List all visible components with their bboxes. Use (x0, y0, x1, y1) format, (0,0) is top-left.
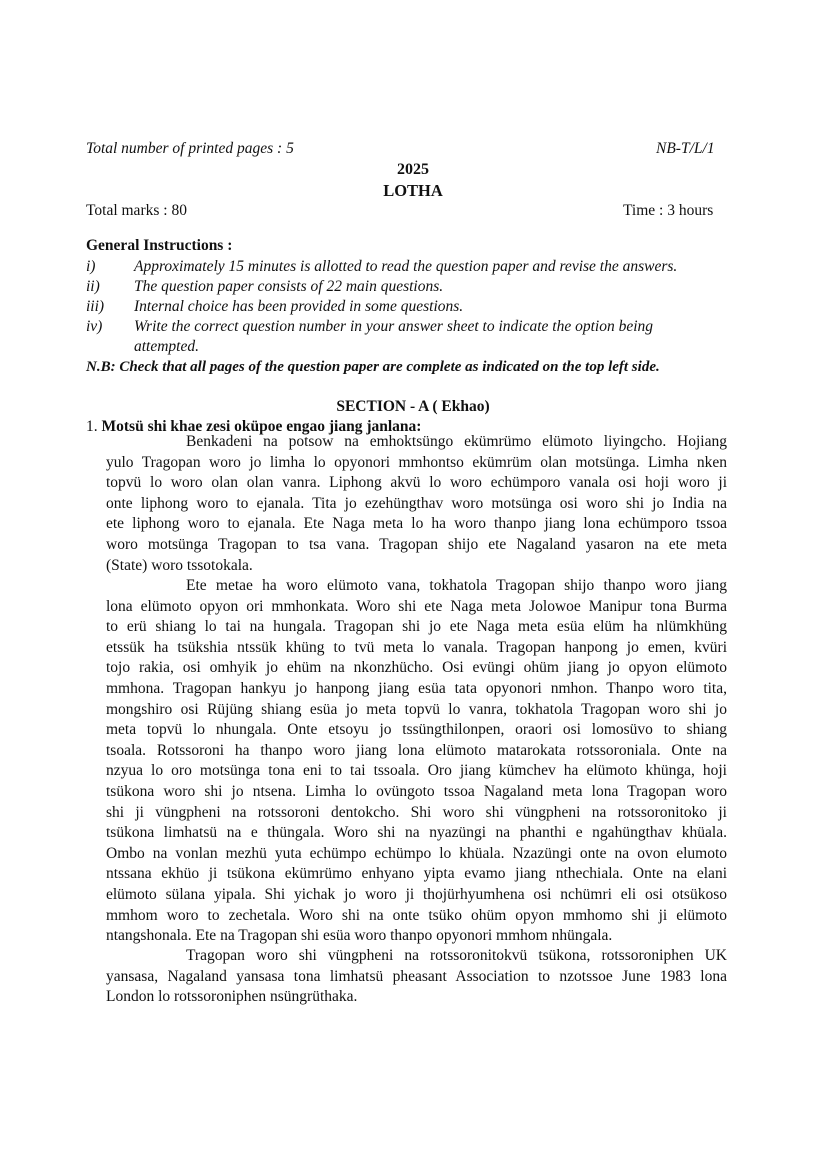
instruction-number: ii) (86, 278, 100, 295)
passage-line: ntssana ekhüo ji tsükona ekümrümo enhyano yipta evamo jiang nthechiala. Onte na elani (106, 865, 727, 883)
instruction-item (86, 257, 766, 277)
passage-paragraph-2 (106, 576, 727, 947)
passage-line: Tragopan woro shi vüngpheni na rotssoronitokvü tsükona, rotssoroniphen UK (186, 947, 727, 964)
passage-line: mmhona. Tragopan hankyu jo hanpong jiang esüa tata opyonori nmhon. Thanpo woro tita, (106, 679, 727, 697)
passage-line: Benkadeni na potsow na emhoktsüngo ekümrümo elümoto liyingcho. Hojiang (186, 433, 727, 450)
subject-title: LOTHA (383, 181, 443, 200)
passage-line: yulo Tragopan woro jo limha lo opyonori mmhontso ekümrüm olan motsünga. Limha nken (106, 453, 727, 471)
passage-paragraph-3 (106, 946, 727, 1008)
total-marks: Total marks : 80 (86, 202, 187, 219)
passage-line: elümoto sülana yipala. Shi yichak jo woro ji thojürhyumhena osi nchümri eli osi otsükoso (106, 885, 727, 903)
printed-pages-note: Total number of printed pages : 5 (86, 140, 294, 157)
instruction-text: Internal choice has been provided in some questions. (134, 298, 464, 315)
passage-line: tsükona limhatsü na e thüngala. Woro shi na nyazüngi na phanthi e ngahüngthav khüala. (106, 824, 727, 842)
instructions-list (86, 257, 766, 357)
instruction-item (86, 277, 766, 297)
question-text: Motsü shi khae zesi oküpoe engao jiang janlana: (101, 418, 422, 435)
passage-line: tsoala. Rotssoroni ha thanpo woro jiang lona elümoto matarokata rotssoroniala. Onte na (106, 741, 727, 759)
instruction-item (86, 337, 766, 357)
passage-line: tsükona woro shi jo ntsena. Limha lo ovüngoto tssoa Nagaland meta lona Tragopan woro (106, 782, 727, 800)
passage-line: London lo rotssoroniphen nsüngrüthaka. (106, 988, 358, 1006)
passage-line: mmhom woro to zechetala. Woro shi na onte tsüko ohüm opyon mmhomo shi ji elümoto (106, 906, 727, 924)
passage-line: Ete metae ha woro elümoto vana, tokhatola Tragopan shijo thanpo woro jiang (186, 577, 727, 594)
passage-line: onte liphong woro to ejanala. Tita jo ezehüngthav woro motsünga osi woro shi jo India na (106, 494, 727, 512)
instruction-number: iii) (86, 298, 105, 315)
section-title: SECTION - A ( Ekhao) (336, 398, 490, 415)
question-number: 1. (86, 418, 98, 435)
passage-line: topvü lo woro olan olan vanra. Liphong akvü lo woro echümporo vanala osi hoji woro ji (106, 474, 727, 492)
instruction-number: i) (86, 258, 96, 275)
instruction-text: Write the correct question number in your answer sheet to indicate the option being (134, 318, 654, 335)
passage-line: meta topvü lo nhungala. Onte etsoyu jo tssüngthilonpen, oraori osi lomosüvo to shiang (106, 721, 727, 739)
instruction-number: iv) (86, 318, 103, 335)
instruction-item (86, 297, 766, 317)
exam-time: Time : 3 hours (623, 202, 714, 219)
passage-line: nzyua lo oro motsünga tona eni to tai tssoala. Oro jiang kümchev ha elümoto khünga, hoji (106, 762, 727, 780)
instructions-title: General Instructions : (86, 237, 233, 254)
passage-line: lona elümoto opyon ori mmhonkata. Woro shi ete Naga meta Jolowoe Manipur tona Burma (106, 597, 727, 615)
passage-line: (State) woro tssotokala. (106, 556, 253, 574)
passage-line: ntangshonala. Ete na Tragopan shi esüa woro thanpo opyonori mmhom nhüngala. (106, 927, 613, 945)
passage-line: ete liphong woro to ejanala. Ete Naga meta lo ha woro thanpo jiang lona echümporo tssoa (106, 515, 727, 533)
passage-line: Ombo na vonlan mezhü yuta echümpo echümpo lo khüala. Nzazüngi onte na ovon elumoto (106, 844, 727, 862)
passage-line: woro motsünga Tragopan to tsa vana. Tragopan shijo ete Nagaland yasaron na ete meta (106, 535, 727, 553)
instruction-item (86, 317, 766, 337)
passage-paragraph-1 (106, 432, 727, 576)
instruction-text: Approximately 15 minutes is allotted to read the question paper and revise the answers. (134, 258, 678, 275)
instruction-text: attempted. (134, 338, 199, 355)
instruction-number (86, 337, 134, 357)
exam-year: 2025 (397, 161, 429, 178)
passage-line: etssük ha tsükshia ntssük khüng to tvü meta lo vanala. Tragopan hanpong jo emen, kvüri (106, 638, 727, 656)
passage-line: shi ji vüngpheni na rotssoroni dentokcho. Shi woro shi vüngpheni na rotssoronitoko ji (106, 803, 727, 821)
passage-line: tojo rakia, osi omhyik jo ehüm na nkonzhücho. Osi evüngi ohüm jiang jo opyon elümoto (106, 659, 727, 677)
instruction-text: The question paper consists of 22 main questions. (134, 278, 444, 295)
passage-line: yansasa, Nagaland yansasa tona limhatsü pheasant Association to nzotssoe June 1983 lona (106, 967, 727, 985)
passage-line: mongshiro osi Rüjüng shiang esüa jo meta topvü lo vanra, tokhatola Tragopan woro shi jo (106, 700, 727, 718)
nb-note: N.B: Check that all pages of the question paper are complete as indicated on the top left side. (86, 359, 660, 375)
paper-code: NB-T/L/1 (656, 140, 715, 157)
passage-line: to erü shiang lo tai na hungala. Tragopan shi jo ete Naga meta esüa elüm ha nlümkhüng (106, 618, 727, 636)
